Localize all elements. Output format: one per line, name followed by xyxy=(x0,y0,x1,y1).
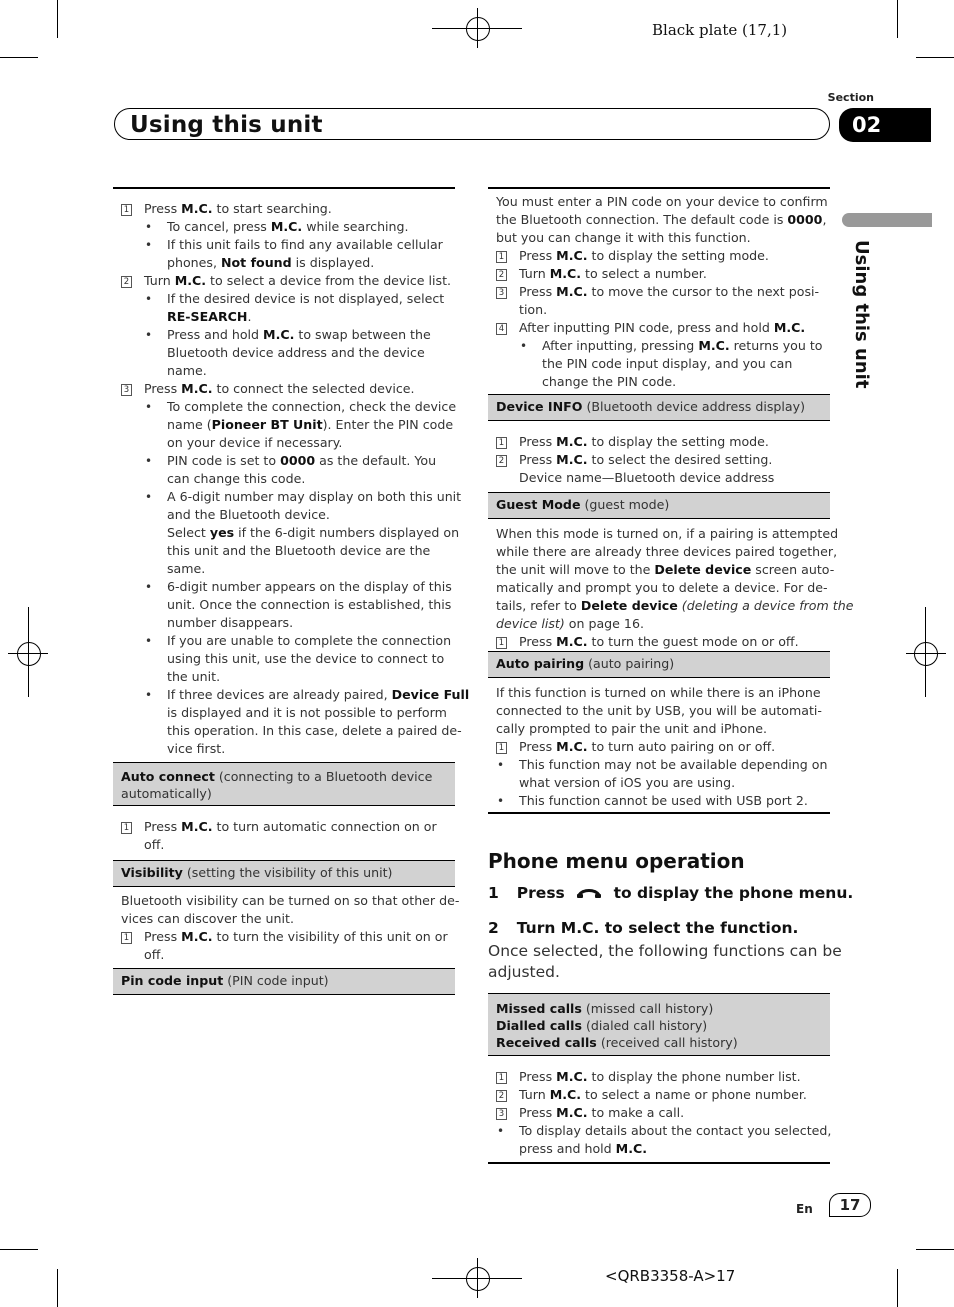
crop-mark xyxy=(0,57,38,58)
crop-mark xyxy=(57,1269,58,1307)
device-info-steps xyxy=(496,433,830,487)
document-code: <QRB3358-A>17 xyxy=(605,1267,736,1285)
text-line: vices can discover the unit. xyxy=(121,911,294,926)
text-line: the unit will move to the Delete device screen auto- xyxy=(496,562,835,577)
bullet: • xyxy=(145,238,153,252)
pin-text xyxy=(496,193,830,391)
section-label: Section xyxy=(827,91,874,104)
step-1: 1 Press to display the phone menu. xyxy=(488,884,854,902)
step-number: 4 xyxy=(496,323,507,335)
crop-mark xyxy=(916,1249,954,1250)
text-line: • After inputting, pressing M.C. returns you to xyxy=(520,338,823,353)
text-line: phones, Not found is displayed. xyxy=(167,255,375,270)
text-line: vice first. xyxy=(167,741,226,756)
step-number: 2 xyxy=(496,1090,507,1102)
guest-mode-header: Guest Mode (guest mode) xyxy=(488,492,830,519)
step-number: 3 xyxy=(496,1108,507,1120)
divider xyxy=(113,187,455,189)
text-line: 1 Press M.C. to turn the guest mode on or off. xyxy=(496,633,799,651)
text-line: 1 Press M.C. to display the setting mode. xyxy=(496,433,769,451)
text-line: 4 After inputting PIN code, press and hold M.C. xyxy=(496,319,805,337)
text-line: • Press and hold M.C. to swap between the xyxy=(145,327,431,342)
text-line: can change this code. xyxy=(167,471,306,486)
visibility-header: Visibility (setting the visibility of this unit) xyxy=(113,860,455,887)
bullet: • xyxy=(145,220,153,234)
text-line: off. xyxy=(144,947,165,962)
text-line: name. xyxy=(167,363,207,378)
section-number: 02 xyxy=(852,113,882,137)
step-number: 1 xyxy=(496,637,507,649)
bullet: • xyxy=(145,292,153,306)
text-line: while there are already three devices paired together, xyxy=(496,544,838,559)
step-number: 1 xyxy=(496,742,507,754)
text-line: 2 Press M.C. to select the desired setting. xyxy=(496,451,772,469)
auto-connect-steps xyxy=(121,818,455,854)
side-title: Using this unit xyxy=(851,240,872,389)
text-line: off. xyxy=(144,837,165,852)
text-line: Bluetooth visibility can be turned on so that other de- xyxy=(121,893,460,908)
search-steps xyxy=(121,200,470,760)
bullet: • xyxy=(145,634,153,648)
text-line: number disappears. xyxy=(167,615,294,630)
plate-label: Black plate (17,1) xyxy=(652,21,788,39)
text-line: device list) on page 16. xyxy=(496,616,644,631)
text-line: 3 Press M.C. to make a call. xyxy=(496,1104,684,1122)
step-number: 2 xyxy=(496,269,507,281)
bullet: • xyxy=(520,339,528,353)
bullet: • xyxy=(145,688,153,702)
text-line: • 6-digit number appears on the display of this xyxy=(145,579,452,594)
text-line: • This function may not be available depending on xyxy=(497,757,828,772)
phone-icon xyxy=(576,886,602,900)
auto-connect-header: Auto connect (connecting to a Bluetooth device automatically) xyxy=(113,762,455,806)
text-line: name (Pioneer BT Unit). Enter the PIN code xyxy=(167,417,454,432)
text-line: cally prompted to pair the unit and iPhone. xyxy=(496,721,767,736)
text-line: 1 Press M.C. to turn auto pairing on or off. xyxy=(496,738,775,756)
divider xyxy=(488,1162,830,1164)
text-line: and the Bluetooth device. xyxy=(167,507,330,522)
language-label: En xyxy=(796,1202,813,1216)
bullet: • xyxy=(497,758,505,772)
text-line: unit. Once the connection is established, this xyxy=(167,597,452,612)
text-line: When this mode is turned on, if a pairing is attempted xyxy=(496,526,839,541)
text-line: is displayed and it is not possible to perform xyxy=(167,705,447,720)
text-line: the Bluetooth connection. The default code is 0000, xyxy=(496,212,827,227)
crop-mark xyxy=(0,1249,38,1250)
bullet: • xyxy=(497,1124,505,1138)
auto-pairing-header: Auto pairing (auto pairing) xyxy=(488,651,830,678)
side-tab xyxy=(842,213,932,227)
step-number: 2 xyxy=(496,455,507,467)
text-line: 1 Press M.C. to display the phone number list. xyxy=(496,1068,801,1086)
text-line: 2 Turn M.C. to select a device from the device list. xyxy=(121,272,451,290)
bullet: • xyxy=(145,580,153,594)
text-line: • If you are unable to complete the connection xyxy=(145,633,452,648)
text-line: 2 Turn M.C. to select a number. xyxy=(496,265,707,283)
bullet: • xyxy=(145,328,153,342)
text-line: connected to the unit by USB, you will be automati- xyxy=(496,703,822,718)
text-line: 3 Press M.C. to move the cursor to the next posi- xyxy=(496,283,819,301)
text-line: tion. xyxy=(519,302,548,317)
calls-header: Missed calls (missed call history) Dialled calls (dialed call history) Received calls (received call history) xyxy=(488,993,830,1056)
page-number: 17 xyxy=(829,1193,871,1217)
text-line: • A 6-digit number may display on both this unit xyxy=(145,489,462,504)
text-line: • If three devices are already paired, Device Full xyxy=(145,687,470,702)
bullet: • xyxy=(145,490,153,504)
crop-mark xyxy=(57,0,58,38)
text-line: 1 Press M.C. to turn the visibility of this unit on or xyxy=(121,928,448,946)
text-line: 2 Turn M.C. to select a name or phone number. xyxy=(496,1086,807,1104)
divider xyxy=(488,812,830,814)
text-line: matically and prompt you to delete a device. For de- xyxy=(496,580,828,595)
text-line: this operation. In this case, delete a paired de- xyxy=(167,723,462,738)
bullet: • xyxy=(145,454,153,468)
text-line: • This function cannot be used with USB port 2. xyxy=(497,793,808,808)
device-info-header: Device INFO (Bluetooth device address display) xyxy=(488,394,830,421)
step-number: 3 xyxy=(496,287,507,299)
step-number: 1 xyxy=(496,251,507,263)
text-line: 1 Press M.C. to display the setting mode. xyxy=(496,247,769,265)
text-line: Device name—Bluetooth device address xyxy=(519,470,775,485)
text-line: but you can change it with this function. xyxy=(496,230,751,245)
text-line: • To cancel, press M.C. while searching. xyxy=(145,219,409,234)
page-title: Using this unit xyxy=(130,112,323,138)
bullet: • xyxy=(145,400,153,414)
bullet: • xyxy=(497,794,505,808)
registration-mark-left xyxy=(17,642,41,666)
text-line: same. xyxy=(167,561,206,576)
step-2: 2 Turn M.C. to select the function. xyxy=(488,919,799,937)
text-line: • To complete the connection, check the device xyxy=(145,399,457,414)
visibility-text xyxy=(121,892,460,964)
text-line: • If the desired device is not displayed, select xyxy=(145,291,445,306)
text-line: Select yes if the 6-digit numbers displayed on xyxy=(167,525,460,540)
step-2-body: Once selected, the following functions can be adjusted. xyxy=(488,942,842,981)
text-line: the unit. xyxy=(167,669,221,684)
guest-text xyxy=(496,525,854,651)
text-line: tails, refer to Delete device (deleting a device from the xyxy=(496,598,854,613)
auto-pairing-text xyxy=(496,684,830,810)
step-number: 1 xyxy=(121,822,132,834)
text-line: 3 Press M.C. to connect the selected device. xyxy=(121,380,415,398)
calls-steps xyxy=(496,1068,830,1160)
text-line: • To display details about the contact you selected, xyxy=(497,1123,832,1138)
text-line: the PIN code input display, and you can xyxy=(542,356,793,371)
crop-mark xyxy=(916,57,954,58)
registration-mark-top xyxy=(466,17,490,41)
text-line: RE-SEARCH. xyxy=(167,309,252,324)
text-line: 1 Press M.C. to turn automatic connection on or xyxy=(121,818,437,836)
text-line: • If this unit fails to find any available cellular xyxy=(145,237,443,252)
step-number: 1 xyxy=(121,932,132,944)
text-line: on your device if necessary. xyxy=(167,435,343,450)
text-line: Bluetooth device address and the device xyxy=(167,345,425,360)
text-line: • PIN code is set to 0000 as the default. You xyxy=(145,453,437,468)
registration-mark-right xyxy=(914,642,938,666)
step-number: 1 xyxy=(496,1072,507,1084)
text-line: this unit and the Bluetooth device are the xyxy=(167,543,431,558)
crop-mark xyxy=(897,1269,898,1307)
text-line: what version of iOS you are using. xyxy=(519,775,736,790)
text-line: using this unit, use the device to connect to xyxy=(167,651,445,666)
text-line: 1 Press M.C. to start searching. xyxy=(121,200,332,218)
phone-menu-heading: Phone menu operation xyxy=(488,849,745,873)
step-number: 1 xyxy=(496,437,507,449)
step-number: 1 xyxy=(121,204,132,216)
step-number: 2 xyxy=(121,276,132,288)
text-line: change the PIN code. xyxy=(542,374,677,389)
pin-code-header: Pin code input (PIN code input) xyxy=(113,968,455,995)
registration-mark-bottom xyxy=(466,1267,490,1291)
text-line: You must enter a PIN code on your device to confirm xyxy=(496,194,828,209)
text-line: If this function is turned on while there is an iPhone xyxy=(496,685,821,700)
divider xyxy=(488,187,830,189)
crop-mark xyxy=(897,0,898,38)
step-number: 3 xyxy=(121,384,132,396)
text-line: press and hold M.C. xyxy=(519,1141,647,1156)
